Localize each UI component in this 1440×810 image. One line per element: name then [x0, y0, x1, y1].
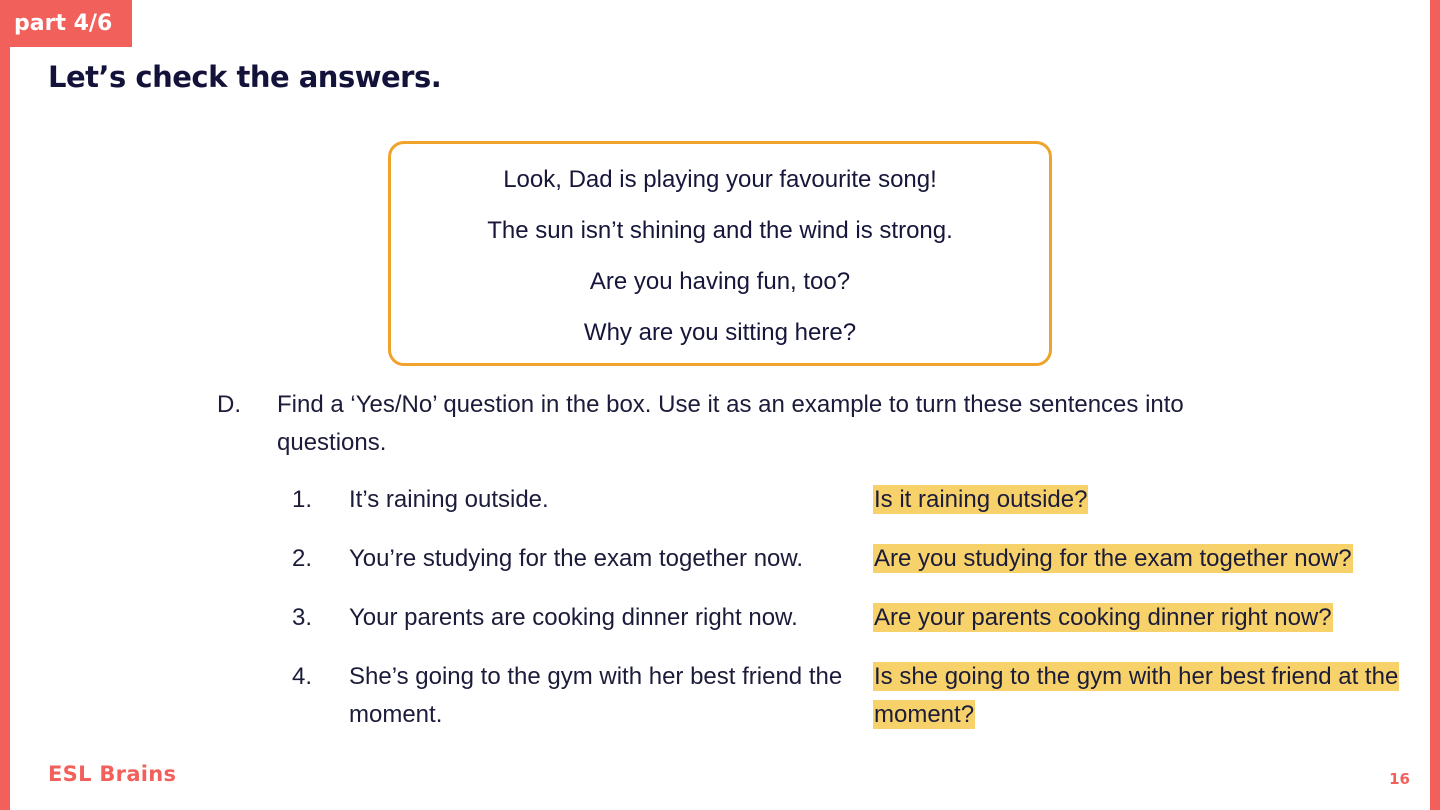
page-number: 16	[1389, 770, 1410, 788]
item-statement: She’s going to the gym with her best friend the moment.	[349, 663, 843, 728]
sentence-box	[388, 141, 1052, 366]
item-answer	[873, 481, 1403, 519]
left-frame-bar	[0, 0, 10, 810]
item-number: 3.	[292, 604, 313, 631]
box-sentence: The sun isn’t shining and the wind is strong.	[487, 217, 953, 244]
answer-highlight: Are you studying for the exam together now?	[874, 545, 1352, 572]
item-number: 1.	[292, 486, 313, 513]
item-answer	[873, 599, 1403, 637]
page-title: Let’s check the answers.	[48, 60, 442, 94]
item-answer	[873, 658, 1403, 734]
part-badge: part 4/6	[0, 0, 132, 47]
task-instruction: Find a ‘Yes/No’ question in the box. Use it as an example to turn these sentences into questions.	[277, 391, 1184, 456]
item-answer	[873, 540, 1403, 578]
item-number: 2.	[292, 545, 313, 572]
esl-brains-logo: ESL Brains	[48, 762, 177, 786]
box-sentence: Look, Dad is playing your favourite song!	[503, 166, 937, 193]
answer-highlight: Is it raining outside?	[874, 486, 1088, 513]
answer-highlight: Is she going to the gym with her best friend at the moment?	[874, 663, 1399, 728]
item-statement: Your parents are cooking dinner right now.	[349, 604, 798, 631]
answer-highlight: Are your parents cooking dinner right now?	[874, 604, 1332, 631]
box-sentence: Are you having fun, too?	[589, 268, 851, 295]
item-number: 4.	[292, 663, 313, 690]
item-statement: It’s raining outside.	[349, 486, 549, 513]
right-frame-bar	[1430, 0, 1440, 810]
box-sentence: Why are you sitting here?	[583, 319, 857, 346]
task-letter: D.	[217, 391, 241, 418]
item-statement: You’re studying for the exam together now.	[349, 545, 804, 572]
